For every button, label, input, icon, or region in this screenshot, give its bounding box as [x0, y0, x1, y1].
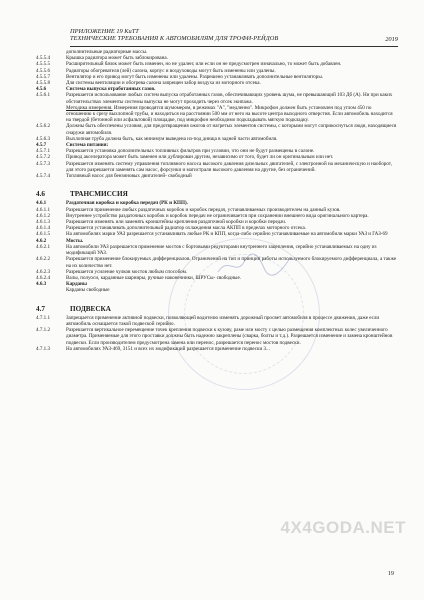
- clause-row: [36, 327, 398, 346]
- page-number: 19: [387, 570, 394, 577]
- clause-number: 4.5.7.4: [36, 173, 51, 180]
- clause-text: Должны быть обеспечены условия, для предотвращения ожогов от нагретых элементов системы, с которыми могут соприкоснуться люди, находящиеся снаружи автомобиля.: [66, 123, 397, 136]
- clause-text: Привод акселератора может быть заменен или дублирован другим, независимо от того, будет ли он оригинальным или нет.: [66, 154, 334, 161]
- section-heading: 4.5.7 Система питания:: [36, 142, 109, 149]
- section-heading: 4.6.1 Раздаточная коробка и коробка передач (РК и КПП).: [36, 200, 188, 207]
- clause-number: 4.5.5.4: [36, 55, 51, 62]
- clause-number: 4.6.1.4: [36, 225, 51, 232]
- clause-number: 4.5.5.7: [36, 73, 51, 80]
- clause-number: 4.7.1.2: [36, 327, 51, 334]
- clause-text: Разрешается вертикальное перемещение точек крепления подвески к кузову, раме или мосту с целью размещения комплектных колес увеличенного диаметра. Применяемые для этого проставки должны быть надежно закреплены (сварка, болты и т.д.). Разрешается изменение и замена кронштейнов подвески. Если производителем предусмотрена замена или перенос, разрешается перенос мостов подвески.: [66, 327, 393, 346]
- chapter-heading-transmission: 4.6 ТРАНСМИССИЯ: [36, 190, 128, 199]
- clause-text: Расширительный бачок может быть изменен, но не удален; или если он не предусмотрен изначально, то может быть добавлен.: [66, 61, 342, 68]
- clause-row: [36, 346, 398, 352]
- clause-row: Карданы свободные: [66, 287, 110, 294]
- clause-text: Разрешается применение блокируемых дифференциалов. Ограничений на тип и принцип работы используемого блокируемого дифференциала, а также на их количество нет.: [66, 256, 397, 269]
- clause-number: 4.6.1.3: [36, 219, 51, 226]
- clause-number: 4.6.1.5: [36, 231, 51, 238]
- clause-text: Валы, полуоси, карданные шарниры, ручные наконечники, ШРУСы- свободные.: [66, 274, 242, 281]
- watermark-logo: 4X4GODA.NET: [280, 518, 406, 537]
- clause-row: [36, 256, 398, 268]
- clause-text: Разрешается усиление чулков мостов любым способом.: [66, 268, 188, 275]
- clause-text: Вентилятор и его привод могут быть изменены или удалены. Разрешено устанавливать дополнительные вентиляторы.: [66, 73, 324, 80]
- clause-number: 4.7.1.3: [36, 345, 51, 352]
- clause-number: 4.6.1.2: [36, 212, 51, 219]
- clause-number: 4.5.5.8: [36, 80, 51, 87]
- clause-number: 4.5.5.6: [36, 67, 51, 74]
- measurement-method-text: Измерения проводятся шумомером, в режимах "А", "медленно". Микрофон должен быть установлен под углом 450 по отношению к срезу выхлопной трубы, и находиться на расстоянии 500 мм от него на высоте центра выходного отверстия. Если автомобиль находится на твердой (бетонной или асфальтовой) площадке, под микрофон необходимо подкладывать мягкую подкладку.: [66, 104, 393, 124]
- measurement-method-label: Методика измерения.: [66, 104, 113, 111]
- section-heading: 4.6.2 Мосты.: [36, 237, 84, 244]
- clause-text: Крышка радиатора может быть заблокирована.: [66, 55, 168, 62]
- clause-text: Разрешается изменять систему управления топливного насоса высокого давления дизельных двигателей, с электронной на механическую и наоборот, для этого разрешается заменять сам насос, форсунки и магистрали высокого давления на другие, без ограничений.: [66, 160, 392, 173]
- header-divider: [70, 46, 398, 47]
- clause-text: Топливный насос для бензиновых двигателей- свободный: [66, 173, 192, 180]
- clause-text: дополнительные радиаторные массы.: [66, 49, 148, 55]
- clause-number: 4.6.2.1: [36, 243, 51, 250]
- section-heading: 4.6.3 Карданы: [36, 281, 87, 288]
- clause-text: На автомобилях марки УАЗ разрешается устанавливать любые РК и КПП, когда-либо серийно устанавливаемые на автомобили марки УАЗ и ГАЗ-69: [66, 231, 388, 238]
- clause-text: Разрешается устанавливать дополнительный радиатор охлаждения масла АКПП в пределах моторного отсека.: [66, 225, 306, 232]
- clause-number: 4.5.7.3: [36, 160, 51, 167]
- clause-text: Запрещается применение активной подвески, позволяющей водителю изменять дорожный просвет автомобиля в процессе движения, даже если автомобиль оснащается такой подвеской серийно.: [66, 314, 380, 327]
- clause-row: [36, 173, 398, 179]
- header-title: ТЕХНИЧЕСКИЕ ТРЕБОВАНИЯ К АВТОМОБИЛЯМ ДЛЯ ТРОФИ-РЕЙДОВ: [70, 35, 279, 43]
- clause-number: 4.6.2.2: [36, 256, 51, 263]
- clause-text: На автомобили УАЗ разрешается применение мостов с бортовыми редукторами внутреннего зацепления, серийно устанавливаемых на одну из модификаций УАЗ.: [66, 243, 377, 257]
- clause-text: Разрешается применение любых раздаточных коробок и коробок передач, устанавливаемых производителем на данный кузов.: [66, 206, 341, 213]
- clause-text: Разрешается установка дополнительных топливных фильтров при условии, что они не будут размещены в салоне.: [66, 148, 315, 155]
- header-year: 2019: [385, 36, 398, 43]
- clause-number: 4.5.7.1: [36, 148, 51, 155]
- clause-row: [36, 123, 398, 135]
- document-body: [36, 49, 398, 352]
- clause-row: [36, 161, 398, 173]
- chapter-heading-suspension: 4.7 ПОДВЕСКА: [36, 304, 111, 313]
- clause-number: 4.5.7.2: [36, 154, 51, 161]
- clause-text: Радиаторы обогревателя (лей) салона, корпус и воздуховоды могут быть изменены или удалены.: [66, 67, 276, 74]
- clause-text: Для системы вентиляции и обогрева салона запрещен забор воздуха из моторного отсека.: [66, 80, 261, 87]
- clause-row: [36, 315, 398, 327]
- page-header: [70, 28, 398, 42]
- section-heading: 4.5.6 Система выпуска отработанных газов.: [36, 86, 156, 93]
- measurement-method: [36, 105, 398, 124]
- clause-row: [36, 244, 398, 256]
- clause-number: 4.6.2.4: [36, 274, 51, 281]
- clause-number: 4.5.5.5: [36, 61, 51, 68]
- clause-number: 4.5.6.2: [36, 123, 51, 130]
- header-appendix: ПРИЛОЖЕНИЕ 19 КиТТ: [70, 28, 139, 35]
- clause-text: На автомобилях УАЗ-469, 3151 и всех их модификаций разрешается применение подвески 3...: [66, 345, 270, 352]
- clause-row: 4.5.6.1 Разрешается использование любых систем выпуска отработанных газов, обеспечивающих уровень шума, не превышающий 103 Дб (А). Ни при каких обстоятельствах элементы системы выпуска не могут проходить через отсек экипажа.: [36, 92, 393, 105]
- clause-number: 4.7.1.1: [36, 314, 51, 321]
- clause-number: 4.6.1.1: [36, 206, 51, 213]
- clause-number: 4.6.2.3: [36, 268, 51, 275]
- clause-text: Выхлопная труба должна быть, как минимум выведена из-под днища в задней части автомобиля.: [66, 135, 278, 142]
- clause-number: 4.5.6.3: [36, 135, 51, 142]
- clause-text: Разрешается изменять или заменять кронштейны крепления раздаточной коробки и коробки передач.: [66, 219, 287, 226]
- clause-text: Внутреннее устройство раздаточных коробок и коробок передач не ограничивается при сохранении внешнего вида оригинального картера.: [66, 212, 369, 219]
